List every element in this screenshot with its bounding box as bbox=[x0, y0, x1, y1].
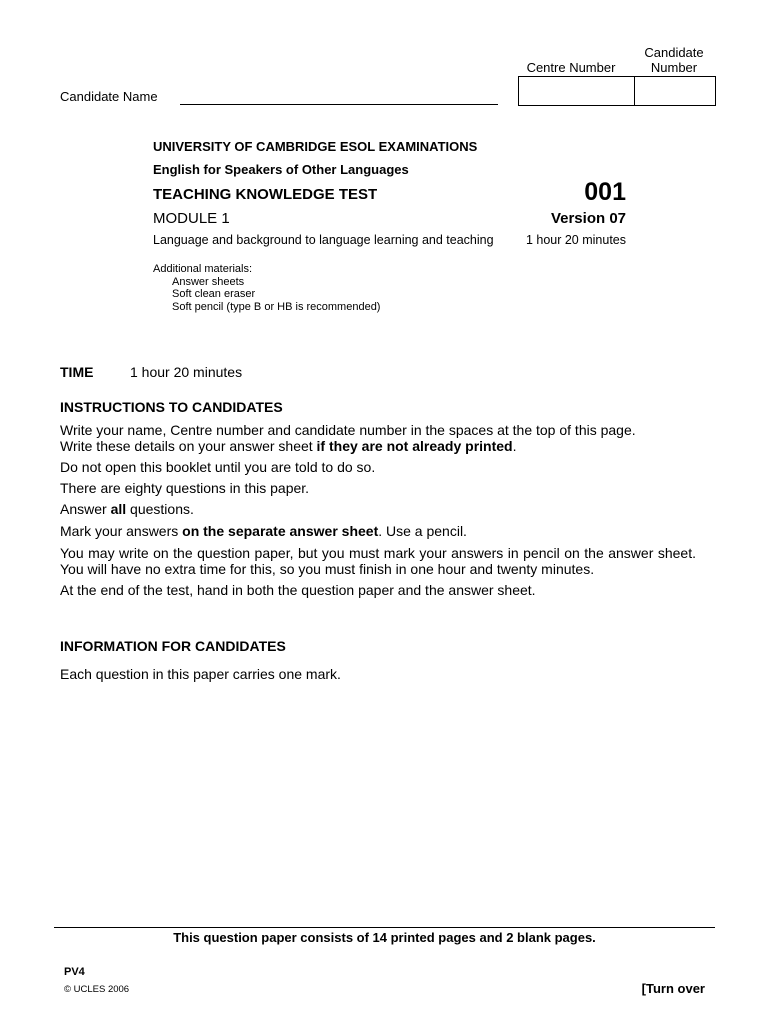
exam-subtitle: English for Speakers of Other Languages bbox=[153, 162, 409, 177]
additional-materials bbox=[153, 263, 380, 313]
version-label: Version 07 bbox=[550, 210, 626, 227]
material-item: Soft pencil (type B or HB is recommended) bbox=[172, 300, 381, 313]
information-text: Each question in this paper carries one mark. bbox=[60, 666, 341, 682]
instructions-heading: INSTRUCTIONS TO CANDIDATES bbox=[60, 399, 283, 415]
candidate-number-label-line2: Number bbox=[650, 60, 698, 75]
instruction-line: You may write on the question paper, but you must mark your answers in pencil on the answer sheet. You will have no extra time for this, so you must finish in one hour and twenty minutes. bbox=[60, 545, 696, 577]
instruction-line: There are eighty questions in this paper. bbox=[60, 480, 310, 496]
instruction-line: At the end of the test, hand in both the question paper and the answer sheet. bbox=[60, 582, 536, 598]
paper-code: 001 bbox=[584, 178, 626, 206]
instruction-line bbox=[60, 524, 696, 540]
instruction-text: Mark your answers bbox=[60, 523, 183, 539]
candidate-number-box[interactable] bbox=[634, 76, 716, 106]
instruction-line bbox=[60, 439, 696, 455]
candidate-number-label-line1: Candidate bbox=[644, 45, 704, 60]
material-item: Soft clean eraser bbox=[172, 288, 256, 300]
instruction-line: Do not open this booklet until you are told to do so. bbox=[60, 459, 376, 475]
pages-note: This question paper consists of 14 printed pages and 2 blank pages. bbox=[173, 930, 596, 945]
centre-number-label: Centre Number bbox=[526, 60, 616, 75]
instruction-text: . bbox=[512, 437, 517, 454]
turn-over-note: [Turn over bbox=[641, 981, 705, 996]
university-title: UNIVERSITY OF CAMBRIDGE ESOL EXAMINATIONS bbox=[153, 139, 478, 154]
instruction-text: questions. bbox=[126, 501, 194, 517]
paper-description: Language and background to language learning and teaching bbox=[153, 233, 494, 247]
instruction-line bbox=[60, 502, 696, 518]
footer-divider bbox=[54, 927, 715, 928]
instruction-emphasis: on the separate answer sheet bbox=[182, 523, 379, 539]
additional-materials-label: Additional materials: bbox=[153, 263, 253, 275]
test-name: TEACHING KNOWLEDGE TEST bbox=[153, 186, 378, 203]
module-label: MODULE 1 bbox=[153, 210, 230, 227]
instruction-line: Write your name, Centre number and candidate number in the spaces at the top of this page. bbox=[60, 422, 636, 438]
instruction-text: Write these details on your answer sheet bbox=[60, 437, 317, 454]
candidate-number-label bbox=[636, 45, 712, 75]
centre-number-box[interactable] bbox=[518, 76, 635, 106]
material-item: Answer sheets bbox=[172, 275, 245, 288]
instruction-text: Answer bbox=[60, 501, 111, 517]
information-heading: INFORMATION FOR CANDIDATES bbox=[60, 638, 286, 654]
instruction-emphasis: all bbox=[110, 501, 127, 517]
instruction-emphasis: if they are not already printed bbox=[316, 437, 513, 454]
copyright-notice: © UCLES 2006 bbox=[64, 984, 130, 995]
candidate-name-label: Candidate Name bbox=[60, 89, 158, 104]
instruction-name-details bbox=[60, 423, 696, 454]
paper-reference-code: PV4 bbox=[64, 966, 85, 978]
paper-duration: 1 hour 20 minutes bbox=[525, 233, 626, 247]
instruction-text: . Use a pencil. bbox=[378, 523, 467, 539]
time-value: 1 hour 20 minutes bbox=[130, 364, 243, 380]
time-label: TIME bbox=[60, 364, 94, 380]
candidate-name-field[interactable] bbox=[180, 104, 498, 105]
